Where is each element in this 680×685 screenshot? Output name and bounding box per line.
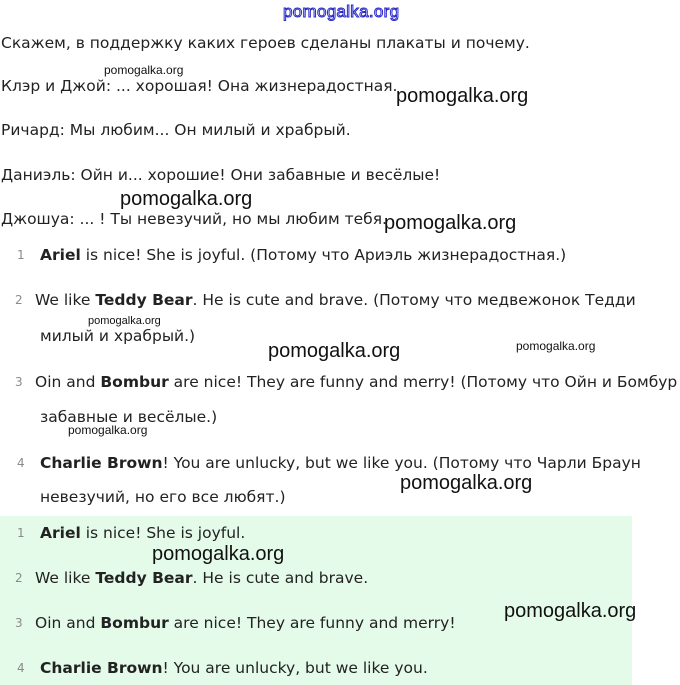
list-item-continuation: невезучий, но его все любят.) <box>40 488 286 506</box>
watermark: pomogalka.org <box>268 340 401 362</box>
dialogue-line-2: Ричард: Мы любим... Он милый и храбрый. <box>1 121 351 139</box>
watermark: pomogalka.org <box>384 212 517 234</box>
watermark: pomogalka.org <box>396 85 529 107</box>
watermark: pomogalka.org <box>88 315 161 327</box>
watermark: pomogalka.org <box>516 339 596 353</box>
watermark: pomogalka.org <box>68 423 148 437</box>
question-text: Скажем, в поддержку каких героев сделаны плакаты и почему. <box>1 34 530 52</box>
hero-name: Teddy Bear <box>95 291 193 309</box>
item-number: 2 <box>15 571 23 585</box>
hero-name: Ariel <box>40 524 81 542</box>
list-item-continuation: милый и храбрый.) <box>40 327 196 345</box>
watermark: pomogalka.org <box>152 543 285 565</box>
dialogue-line-4: Джошуа: ... ! Ты невезучий, но мы любим тебя. <box>1 210 387 228</box>
hero-name: Bombur <box>100 614 169 632</box>
hero-name: Teddy Bear <box>95 569 193 587</box>
watermark: pomogalka.org <box>104 63 184 77</box>
dialogue-line-1: Клэр и Джой: ... хорошая! Она жизнерадостная. <box>1 77 398 95</box>
list-item: We like Teddy Bear. He is cute and brave. (Потому что медвежонок Тедди <box>35 291 636 309</box>
list-item-continuation: забавные и весёлые.) <box>40 408 218 426</box>
watermark: pomogalka.org <box>120 188 253 210</box>
item-number: 1 <box>17 248 25 262</box>
answer-item: Charlie Brown! You are unlucky, but we like you. <box>40 659 428 677</box>
answer-item: Oin and Bombur are nice! They are funny and merry! <box>35 614 456 632</box>
dialogue-line-3: Даниэль: Ойн и... хорошие! Они забавные и весёлые! <box>1 166 441 184</box>
answer-item: We like Teddy Bear. He is cute and brave. <box>35 569 369 587</box>
hero-name: Bombur <box>100 373 169 391</box>
watermark: pomogalka.org <box>400 472 533 494</box>
item-number: 3 <box>15 616 23 630</box>
hero-name: Charlie Brown <box>40 454 163 472</box>
list-item: Charlie Brown! You are unlucky, but we like you. (Потому что Чарли Браун <box>40 454 641 472</box>
item-number: 4 <box>17 661 25 675</box>
answer-item: Ariel is nice! She is joyful. <box>40 524 246 542</box>
list-item: Oin and Bombur are nice! They are funny and merry! (Потому что Ойн и Бомбур <box>35 373 678 391</box>
hero-name: Ariel <box>40 246 81 264</box>
watermark-header: pomogalka.org <box>283 2 400 21</box>
list-item: Ariel is nice! She is joyful. (Потому что Ариэль жизнерадостная.) <box>40 246 567 264</box>
item-number: 4 <box>17 456 25 470</box>
watermark: pomogalka.org <box>504 600 637 622</box>
item-number: 3 <box>15 375 23 389</box>
item-number: 2 <box>15 293 23 307</box>
item-number: 1 <box>17 526 25 540</box>
hero-name: Charlie Brown <box>40 659 163 677</box>
